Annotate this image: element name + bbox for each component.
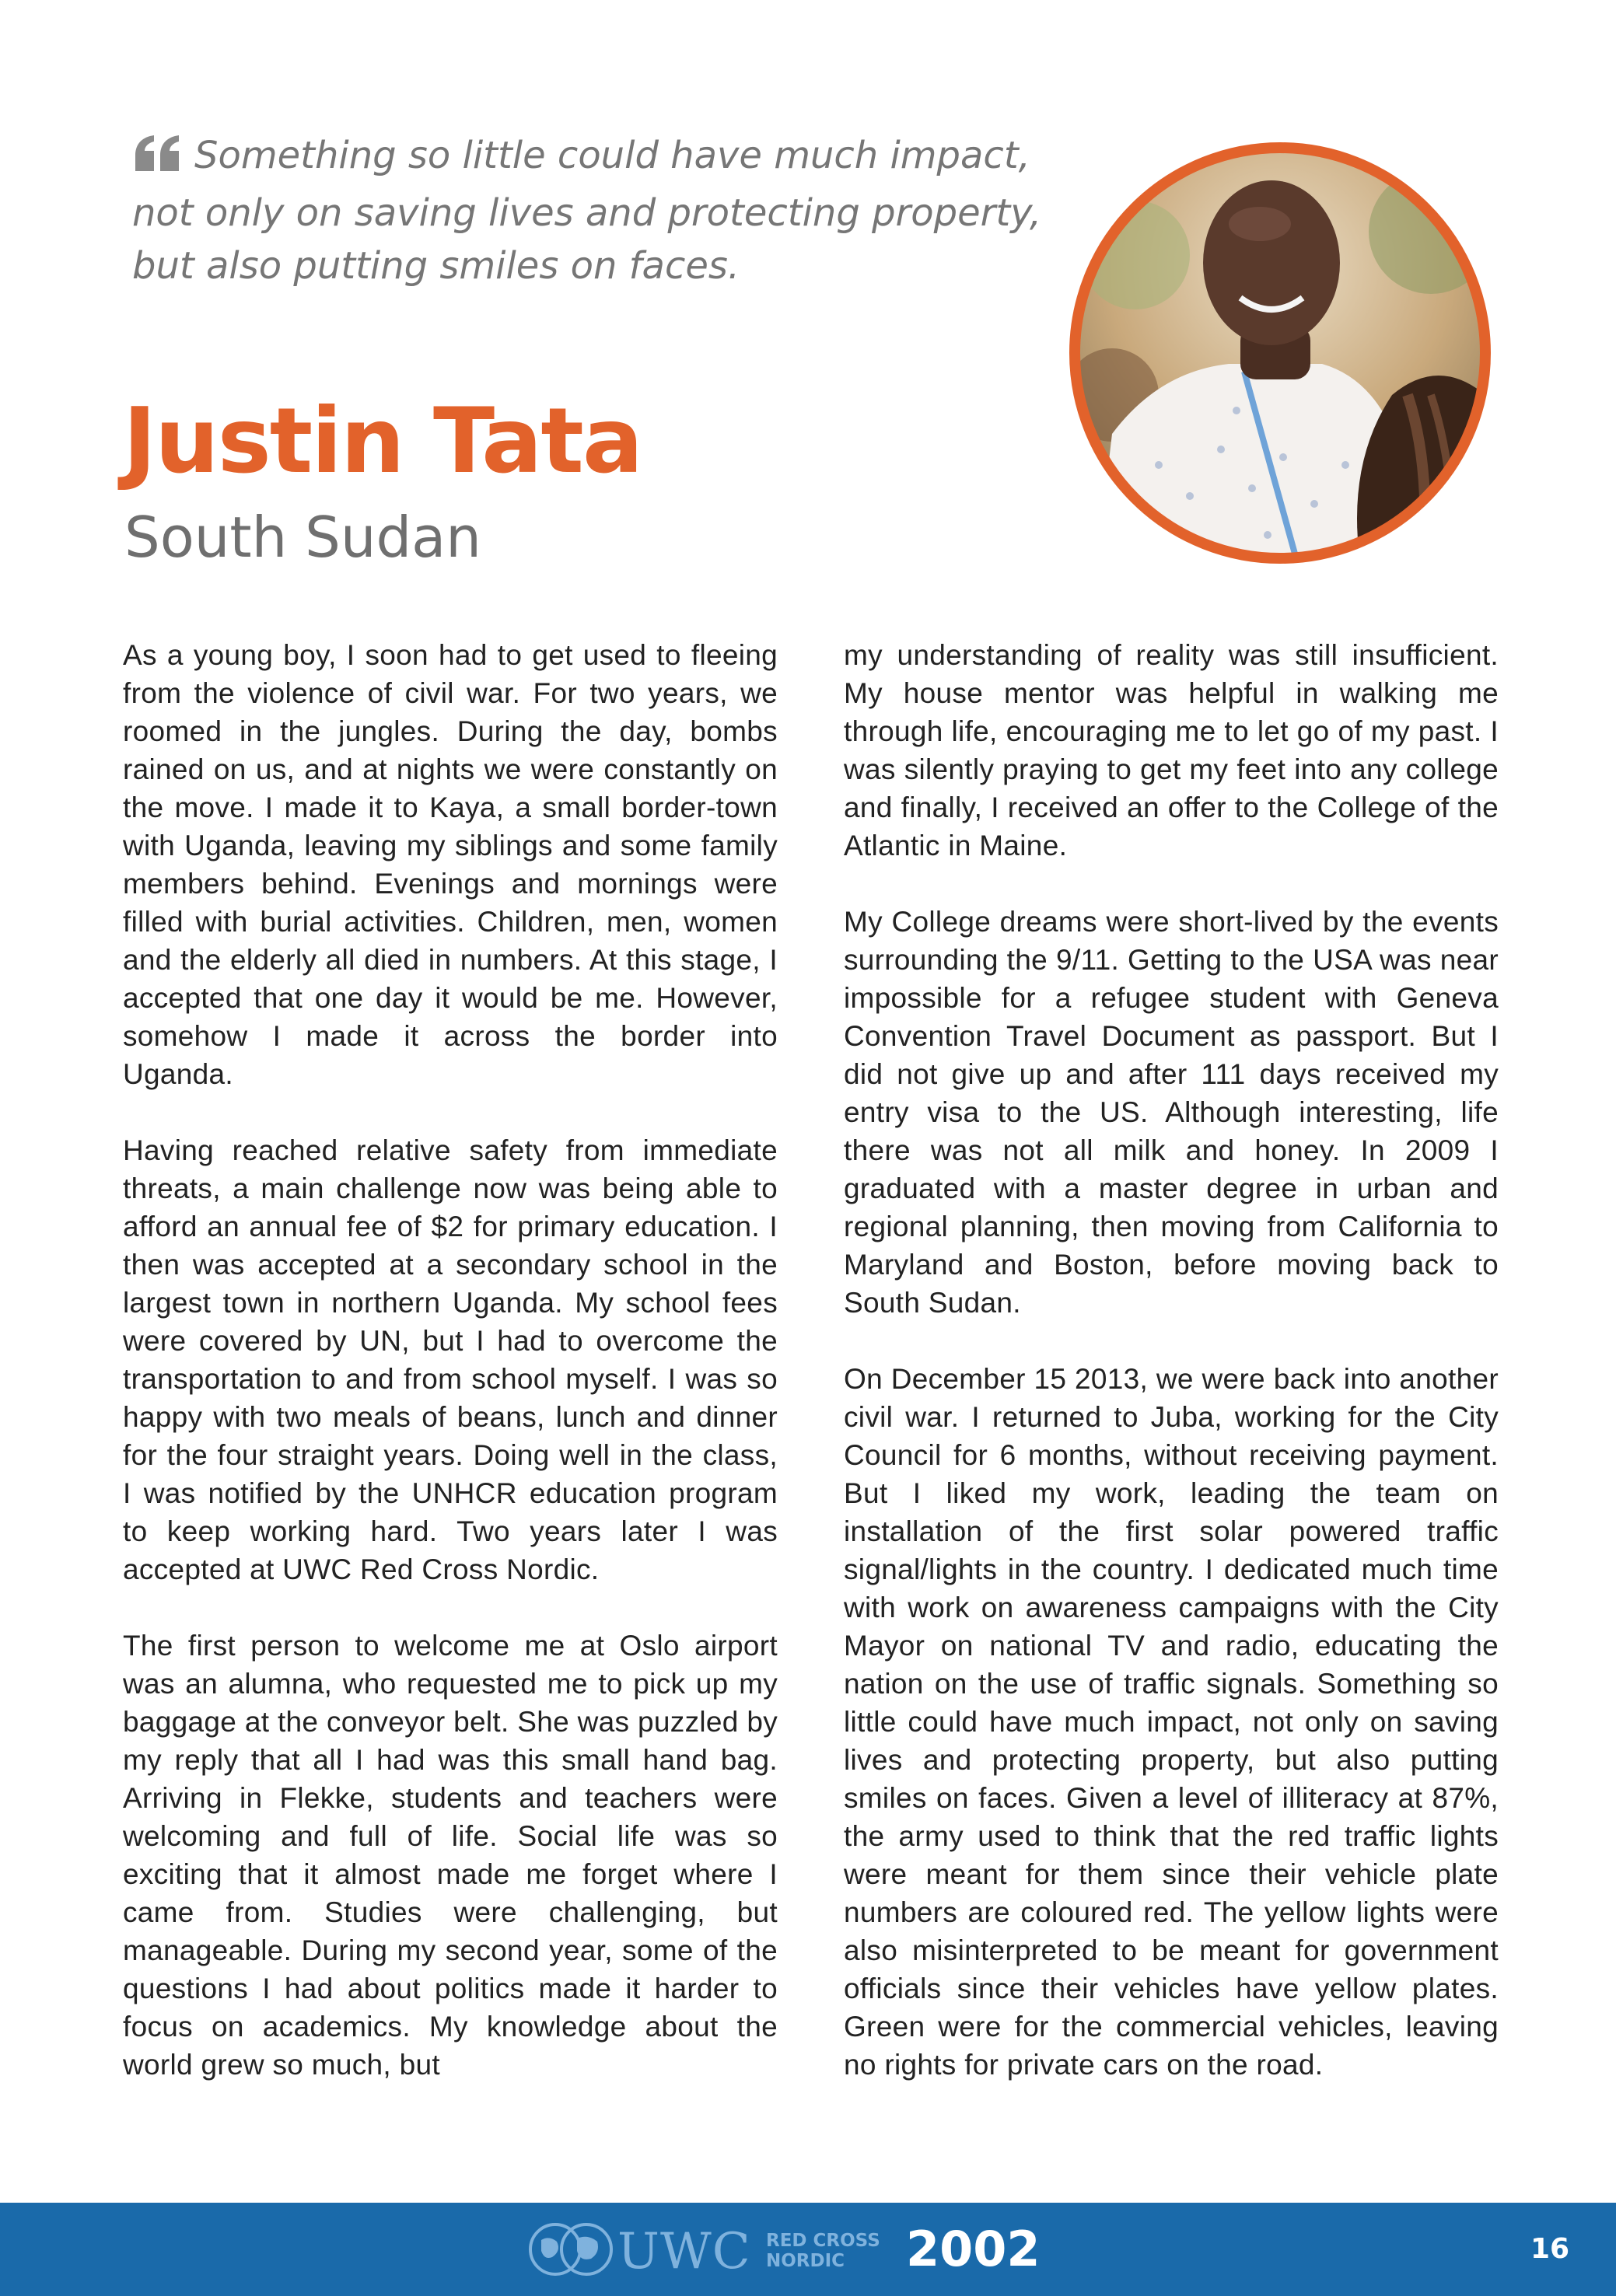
body-paragraph: my understanding of reality was still insufficient. My house mentor was helpful in walking me through life, encouraging me to let go of my past. I was silently praying to get my feet into any college and finally, I received an offer to the College of the Atlantic in Maine.: [844, 639, 1499, 861]
body-paragraph: My College dreams were short-lived by the events surrounding the 9/11. Getting to the USA was near impossible for a refugee student with Geneva Convention Travel Document as passport. But I did not give up and after 111 days received my entry visa to the US. Although interesting, life there was not all milk and honey. In 2009 I graduated with a master degree in urban and regional planning, then moving from California to Maryland and Boston, before moving back to South Sudan.: [844, 906, 1499, 1319]
footer-brand: UWC: [617, 2223, 751, 2280]
body-paragraph: As a young boy, I soon had to get used to fleeing from the violence of civil war. For two years, we roomed in the jungles. During the day, bombs rained on us, and at nights we were constantly on the move. I made it to Kaya, a small border-town with Uganda, leaving my siblings and some family members behind. Evenings and mornings were filled with burial activities. Children, men, women and the elderly all died in numbers. At this stage, I accepted that one day it would be me. However, somehow I made it across the border into Uganda.: [123, 639, 778, 1090]
body-paragraph: On December 15 2013, we were back into another civil war. I returned to Juba, working for the City Council for 6 months, without receiving payment. But I liked my work, leading the team on installation of the first solar powered traffic signal/lights in the country. I dedicated much time with work on awareness campaigns with the City Mayor on national TV and radio, educating the nation on the use of traffic signals. Something so little could have much impact, not only on saving lives and protecting property, but also putting smiles on faces. Given a level of illiteracy at 87%, the army used to think that the red traffic lights were meant for them since their vehicle plate numbers are coloured red. The yellow lights were also misinterpreted to be meant for government officials since their vehicles have yellow plates. Green were for the commercial vehicles, leaving no rights for private cars on the road.: [844, 1363, 1499, 2081]
pull-quote-text: Something so little could have much impact, not only on saving lives and protecting property, but also putting smiles on faces.: [132, 134, 1042, 288]
footer-subbrand-line: RED CROSS: [766, 2231, 880, 2251]
footer-subbrand: [766, 2231, 890, 2271]
page-number: 16: [1530, 2233, 1570, 2265]
body-column-right: [844, 636, 1499, 2084]
body-column-left: [123, 636, 778, 2084]
person-name: Justin Tata: [123, 389, 642, 494]
page-footer: [0, 2203, 1616, 2296]
person-country: South Sudan: [124, 505, 481, 570]
quote-mark-icon: [132, 134, 184, 187]
globe-icon: [526, 2220, 616, 2282]
body-paragraph: Having reached relative safety from immediate threats, a main challenge now was being able to afford an annual fee of $2 for primary education. I then was accepted at a secondary school in the largest town in northern Uganda. My school fees were covered by UN, but I had to overcome the transportation to and from school myself. I was so happy with two meals of beans, lunch and dinner for the four straight years. Doing well in the class, I was notified by the UNHCR education program to keep working hard. Two years later I was accepted at UWC Red Cross Nordic.: [123, 1134, 778, 1585]
portrait-photo: [1065, 138, 1495, 568]
body-paragraph: The first person to welcome me at Oslo airport was an alumna, who requested me to pick up my baggage at the conveyor belt. She was puzzled by my reply that all I had was this small hand bag. Arriving in Flekke, students and teachers were welcoming and full of life. Social life was so exciting that it almost made me forget where I came from. Studies were challenging, but manageable. During my second year, some of the questions I had about politics made it harder to focus on academics. My knowledge about the world grew so much, but: [123, 1630, 778, 2081]
footer-subbrand-line: NORDIC: [766, 2251, 845, 2271]
pull-quote: [132, 129, 1058, 292]
footer-year: 2002: [906, 2221, 1041, 2277]
